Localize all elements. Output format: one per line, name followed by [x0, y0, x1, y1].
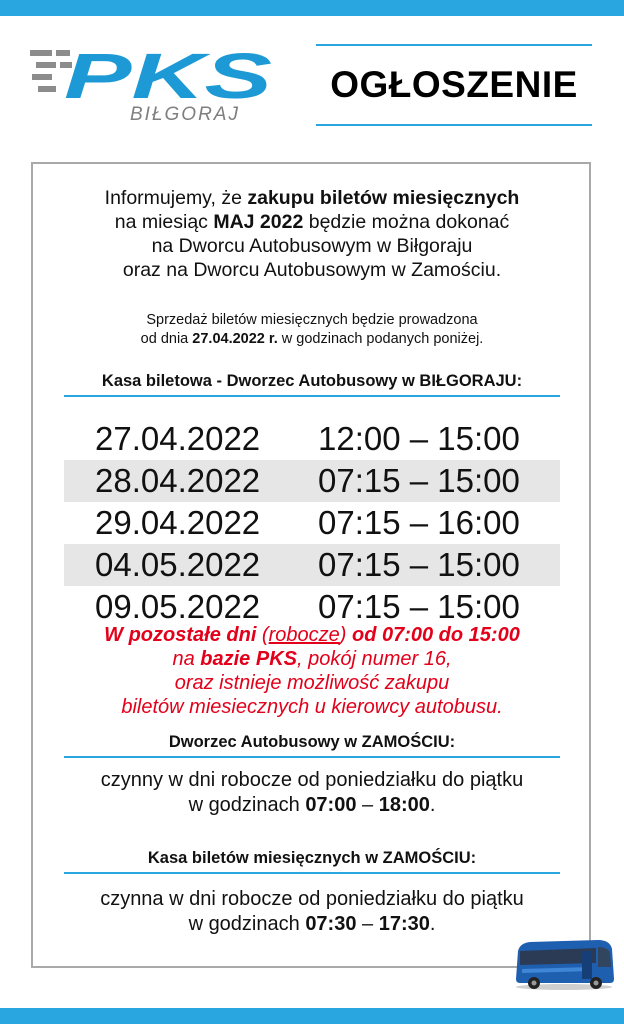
- notice-line2-a: na: [172, 648, 201, 670]
- notice-line2-b: bazie PKS: [200, 648, 297, 670]
- intro-line2-a: na miesiąc: [114, 211, 214, 233]
- logo-sub-text: BIŁGORAJ: [130, 104, 240, 125]
- zamosc-station-line2-a: w godzinach: [188, 794, 306, 816]
- zamosc-station-divider: [64, 756, 560, 758]
- intro-line2-c: będzie można dokonać: [303, 211, 510, 233]
- zamosc-station-open: 07:00: [305, 794, 357, 816]
- zamosc-kasa-close: 17:30: [378, 913, 430, 935]
- schedule-hours: 07:15 – 15:00: [318, 546, 520, 583]
- zamosc-station-dot: .: [429, 794, 436, 816]
- zamosc-kasa-line2-a: w godzinach: [188, 913, 306, 935]
- schedule-hours: 07:15 – 15:00: [318, 462, 520, 499]
- zamosc-station-hours: [40, 768, 584, 818]
- schedule-hours: 12:00 – 15:00: [318, 420, 520, 457]
- schedule-row: [64, 586, 560, 628]
- schedule-hours: 07:15 – 15:00: [318, 588, 520, 625]
- notice-line1-d: ): [339, 624, 347, 646]
- zamosc-kasa-divider: [64, 872, 560, 874]
- notice-line4: biletów miesiecznych u kierowcy autobusu.: [121, 696, 503, 718]
- zamosc-kasa-hours: [40, 887, 584, 937]
- intro-line1-a: Informujemy, że: [104, 187, 248, 209]
- sale-info-line2-b: 27.04.2022 r.: [192, 331, 278, 347]
- schedule-date: 04.05.2022: [95, 546, 261, 583]
- bilgoraj-heading: Kasa biletowa - Dworzec Autobusowy w BIŁGORAJU:: [101, 372, 523, 390]
- bilgoraj-divider: [64, 395, 560, 397]
- zamosc-kasa-open: 07:30: [305, 913, 357, 935]
- intro-line1-b: zakupu biletów miesięcznych: [247, 187, 520, 209]
- pks-logo: [28, 40, 278, 126]
- schedule-hours: 07:15 – 16:00: [318, 504, 520, 541]
- intro-line4: oraz na Dworcu Autobusowym w Zamościu.: [122, 259, 502, 281]
- sale-info-line2-c: w godzinach podanych poniżej.: [277, 331, 484, 347]
- notice-line1-a: W pozostałe dni: [104, 624, 257, 646]
- zamosc-station-close: 18:00: [378, 794, 430, 816]
- schedule-date: 09.05.2022: [95, 588, 261, 625]
- sale-info-line1: Sprzedaż biletów miesięcznych będzie prowadzona: [146, 312, 478, 328]
- notice-line2-c: , pokój numer 16,: [296, 648, 452, 670]
- notice-line1-e: od 07:00 do 15:00: [346, 624, 520, 646]
- zamosc-kasa-dot: .: [429, 913, 436, 935]
- bottom-accent-bar: [0, 1008, 624, 1024]
- other-days-notice: [40, 623, 584, 719]
- sale-info-line2-a: od dnia: [140, 331, 193, 347]
- schedule-row: [64, 544, 560, 586]
- zamosc-station-heading: Dworzec Autobusowy w ZAMOŚCIU:: [168, 733, 456, 751]
- page-title: OGŁOSZENIE: [330, 64, 578, 105]
- zamosc-station-dash: –: [356, 794, 379, 816]
- notice-line1-c: robocze: [268, 624, 340, 646]
- schedule-date: 28.04.2022: [95, 462, 261, 499]
- title-box: [316, 44, 592, 126]
- zamosc-kasa-line1: czynna w dni robocze od poniedziałku do piątku: [100, 888, 524, 910]
- zamosc-kasa-dash: –: [356, 913, 379, 935]
- top-accent-bar: [0, 0, 624, 16]
- notice-line3: oraz istnieje możliwość zakupu: [174, 672, 450, 694]
- schedule-row: [64, 460, 560, 502]
- schedule-row: [64, 418, 560, 460]
- bus-icon: [512, 935, 616, 991]
- intro-text: [40, 186, 584, 282]
- sale-info: [40, 311, 584, 349]
- schedule-table: [64, 418, 560, 628]
- zamosc-kasa-heading: Kasa biletów miesięcznych w ZAMOŚCIU:: [147, 849, 477, 867]
- notice-line1-b: (: [256, 624, 269, 646]
- schedule-row: [64, 502, 560, 544]
- schedule-date: 27.04.2022: [95, 420, 261, 457]
- zamosc-station-line1: czynny w dni robocze od poniedziałku do piątku: [100, 769, 524, 791]
- intro-line2-b: MAJ 2022: [213, 211, 304, 233]
- schedule-date: 29.04.2022: [95, 504, 261, 541]
- intro-line3: na Dworcu Autobusowym w Biłgoraju: [151, 235, 473, 257]
- logo-main-text: PKS: [64, 40, 273, 112]
